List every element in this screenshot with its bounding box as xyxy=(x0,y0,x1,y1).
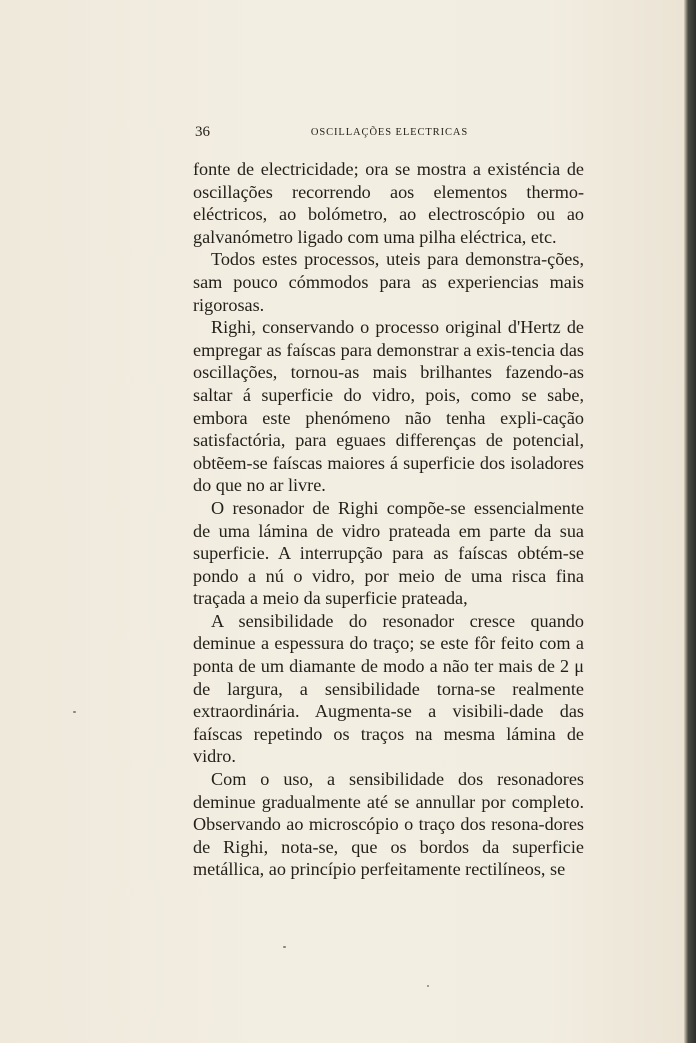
page-number: 36 xyxy=(195,124,210,140)
paragraph-5: A sensibilidade do resonador cresce quando deminue a espessura do traço; se este fôr feito com a ponta de um diamante de modo a não ter mais de 2 μ de largura, a sensibilidade torna-se realmente extraordinária. Augmenta-se a visibili-dade das faíscas repetindo os traços na mesma lámina de vidro. xyxy=(193,610,584,767)
paper-speck xyxy=(427,985,429,987)
paragraph-4: O resonador de Righi compõe-se essencialmente de uma lámina de vidro prateada em parte da sua superficie. A interrupção para as faíscas obtém-se pondo a nú o vidro, por meio de uma risca fina traçada a meio da superficie prateada, xyxy=(193,497,584,609)
paragraph-6: Com o uso, a sensibilidade dos resonadores deminue gradualmente até se annullar por completo. Observando ao microscópio o traço dos resona-dores de Righi, nota-se, que os bordos da superficie metállica, ao princípio perfeitamente rectilíneos, se xyxy=(193,769,584,880)
running-title: OSCILLAÇÕES ELECTRICAS xyxy=(310,127,469,138)
paragraph-1: fonte de electricidade; ora se mostra a existéncia de oscillações recorrendo aos elementos thermo-eléctricos, ao bolómetro, ao electroscópio ou ao galvanómetro ligado com uma pilha eléctrica, etc. xyxy=(193,159,584,247)
paper-speck xyxy=(283,946,286,948)
paragraph-3: Righi, conservando o processo original d'Hertz de empregar as faíscas para demonstrar a exis-tencia das oscillações, tornou-as mais brilhantes fazendo-as saltar á superficie do vidro, pois, como se sabe, embora este phenómeno não tenha expli-cação satisfactória, para eguaes differenças de potencial, obtẽem-se faíscas maiores á superficie dos isoladores do que no ar livre. xyxy=(193,317,584,496)
running-head xyxy=(195,124,584,144)
page-edge xyxy=(684,0,696,1043)
paragraph-2: Todos estes processos, uteis para demonstra-ções, sam pouco cómmodos para as experiencias mais rigorosas. xyxy=(193,249,584,315)
body-text xyxy=(193,158,584,881)
paper-speck xyxy=(73,711,76,713)
